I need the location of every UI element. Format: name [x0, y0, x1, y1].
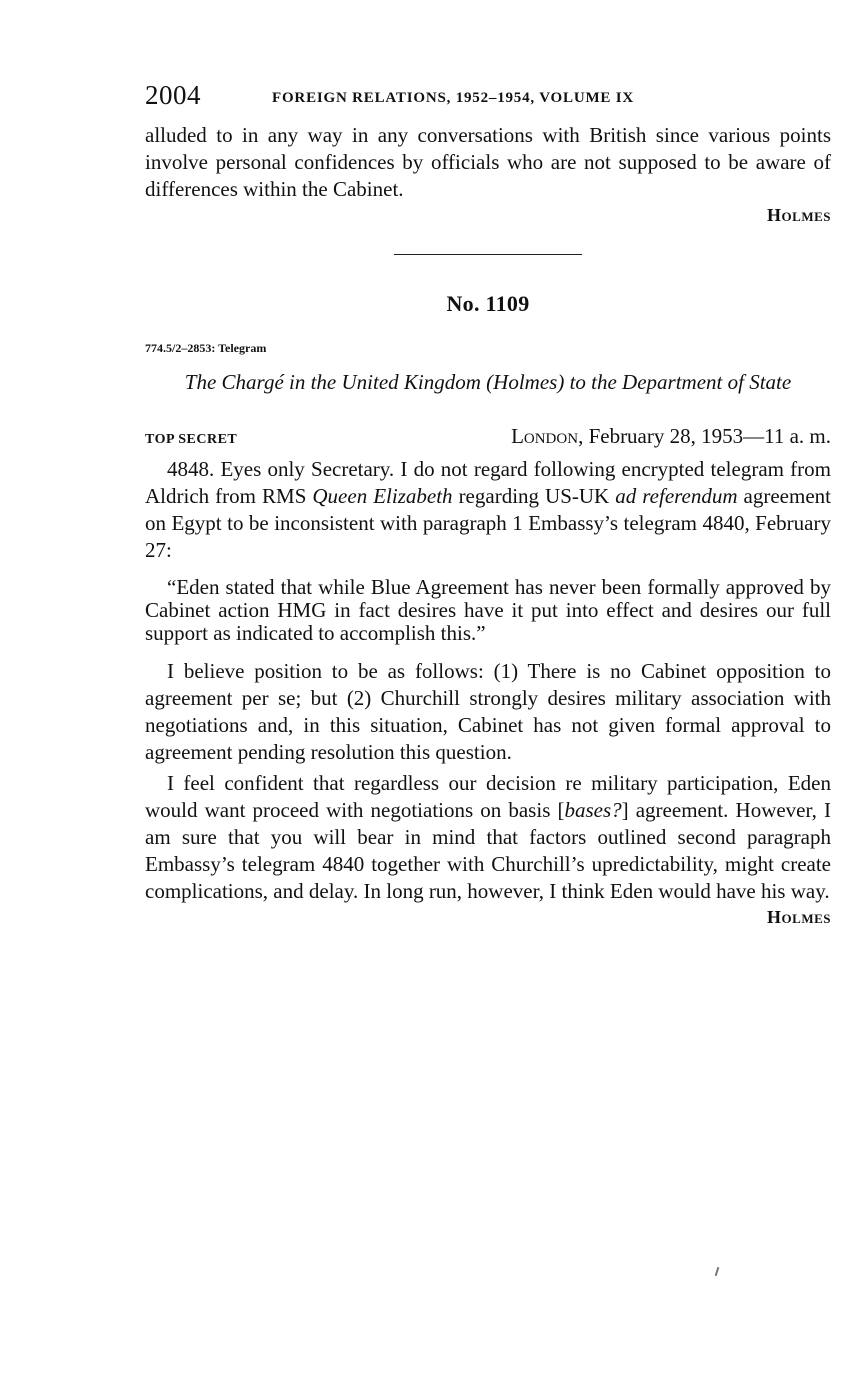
document-number: No. 1109	[446, 291, 530, 316]
section-divider	[394, 254, 582, 255]
editorial-note: bases?	[564, 798, 622, 822]
paragraph-2: I believe position to be as follows: (1) There is no Cabinet opposition to agreement per se; but (2) Churchill strongly desires military association with negotiations and, in this situation, Cabinet has not given formal approval to agreement pending resolution this question.	[145, 659, 831, 764]
paragraph-3	[145, 770, 831, 905]
paragraph-1	[145, 456, 831, 564]
ship-name: Queen Elizabeth	[312, 484, 453, 508]
document-signature: Holmes	[767, 907, 831, 927]
paragraph-1-part-c: agreement on Egypt to be inconsistent with paragraph 1 Embassy’s telegram 4840, February 27:	[145, 484, 831, 562]
latin-term: ad referendum	[615, 484, 738, 508]
paragraph-3-part-b: ] agreement. However, I am sure that you will bear in mind that factors outlined second paragraph Embassy’s telegram 4840 together with Churchill’s upredictability, might create complications, and delay. In long run, however, I think Eden would have his way.	[145, 798, 831, 903]
quoted-telegram: “Eden stated that while Blue Agreement has never been formally approved by Cabinet action HMG in fact desires have it put into effect and desires our full support as indicated to accomplish this.”	[145, 575, 831, 645]
running-header	[145, 78, 831, 112]
document-heading: The Chargé in the United Kingdom (Holmes) to the Department of State	[184, 370, 792, 394]
document-page	[145, 78, 831, 928]
place: London	[511, 424, 579, 448]
dateline	[145, 424, 831, 452]
place-and-date	[511, 424, 831, 449]
classification-label: TOP SECRET	[145, 432, 238, 447]
scan-speck	[715, 1267, 720, 1276]
previous-document-text: alluded to in any way in any conversations with British since various points involve personal confidences by officials who are not supposed to be aware of differences within the Cabinet.	[145, 123, 831, 201]
paragraph-1-part-b: regarding US-UK	[452, 484, 616, 508]
running-title: FOREIGN RELATIONS, 1952–1954, VOLUME IX	[272, 90, 635, 106]
page-number: 2004	[145, 80, 201, 110]
paragraph-1-part-a: 4848. Eyes only Secretary. I do not regard following encrypted telegram from Aldrich from RMS	[145, 457, 831, 508]
paragraph-3-part-a: I feel confident that regardless our decision re military participation, Eden would want proceed with negotiations on basis [	[145, 771, 831, 822]
date: , February 28, 1953—11 a. m.	[578, 424, 831, 448]
file-reference: 774.5/2–2853: Telegram	[145, 341, 267, 355]
previous-document-signature: Holmes	[767, 205, 831, 225]
